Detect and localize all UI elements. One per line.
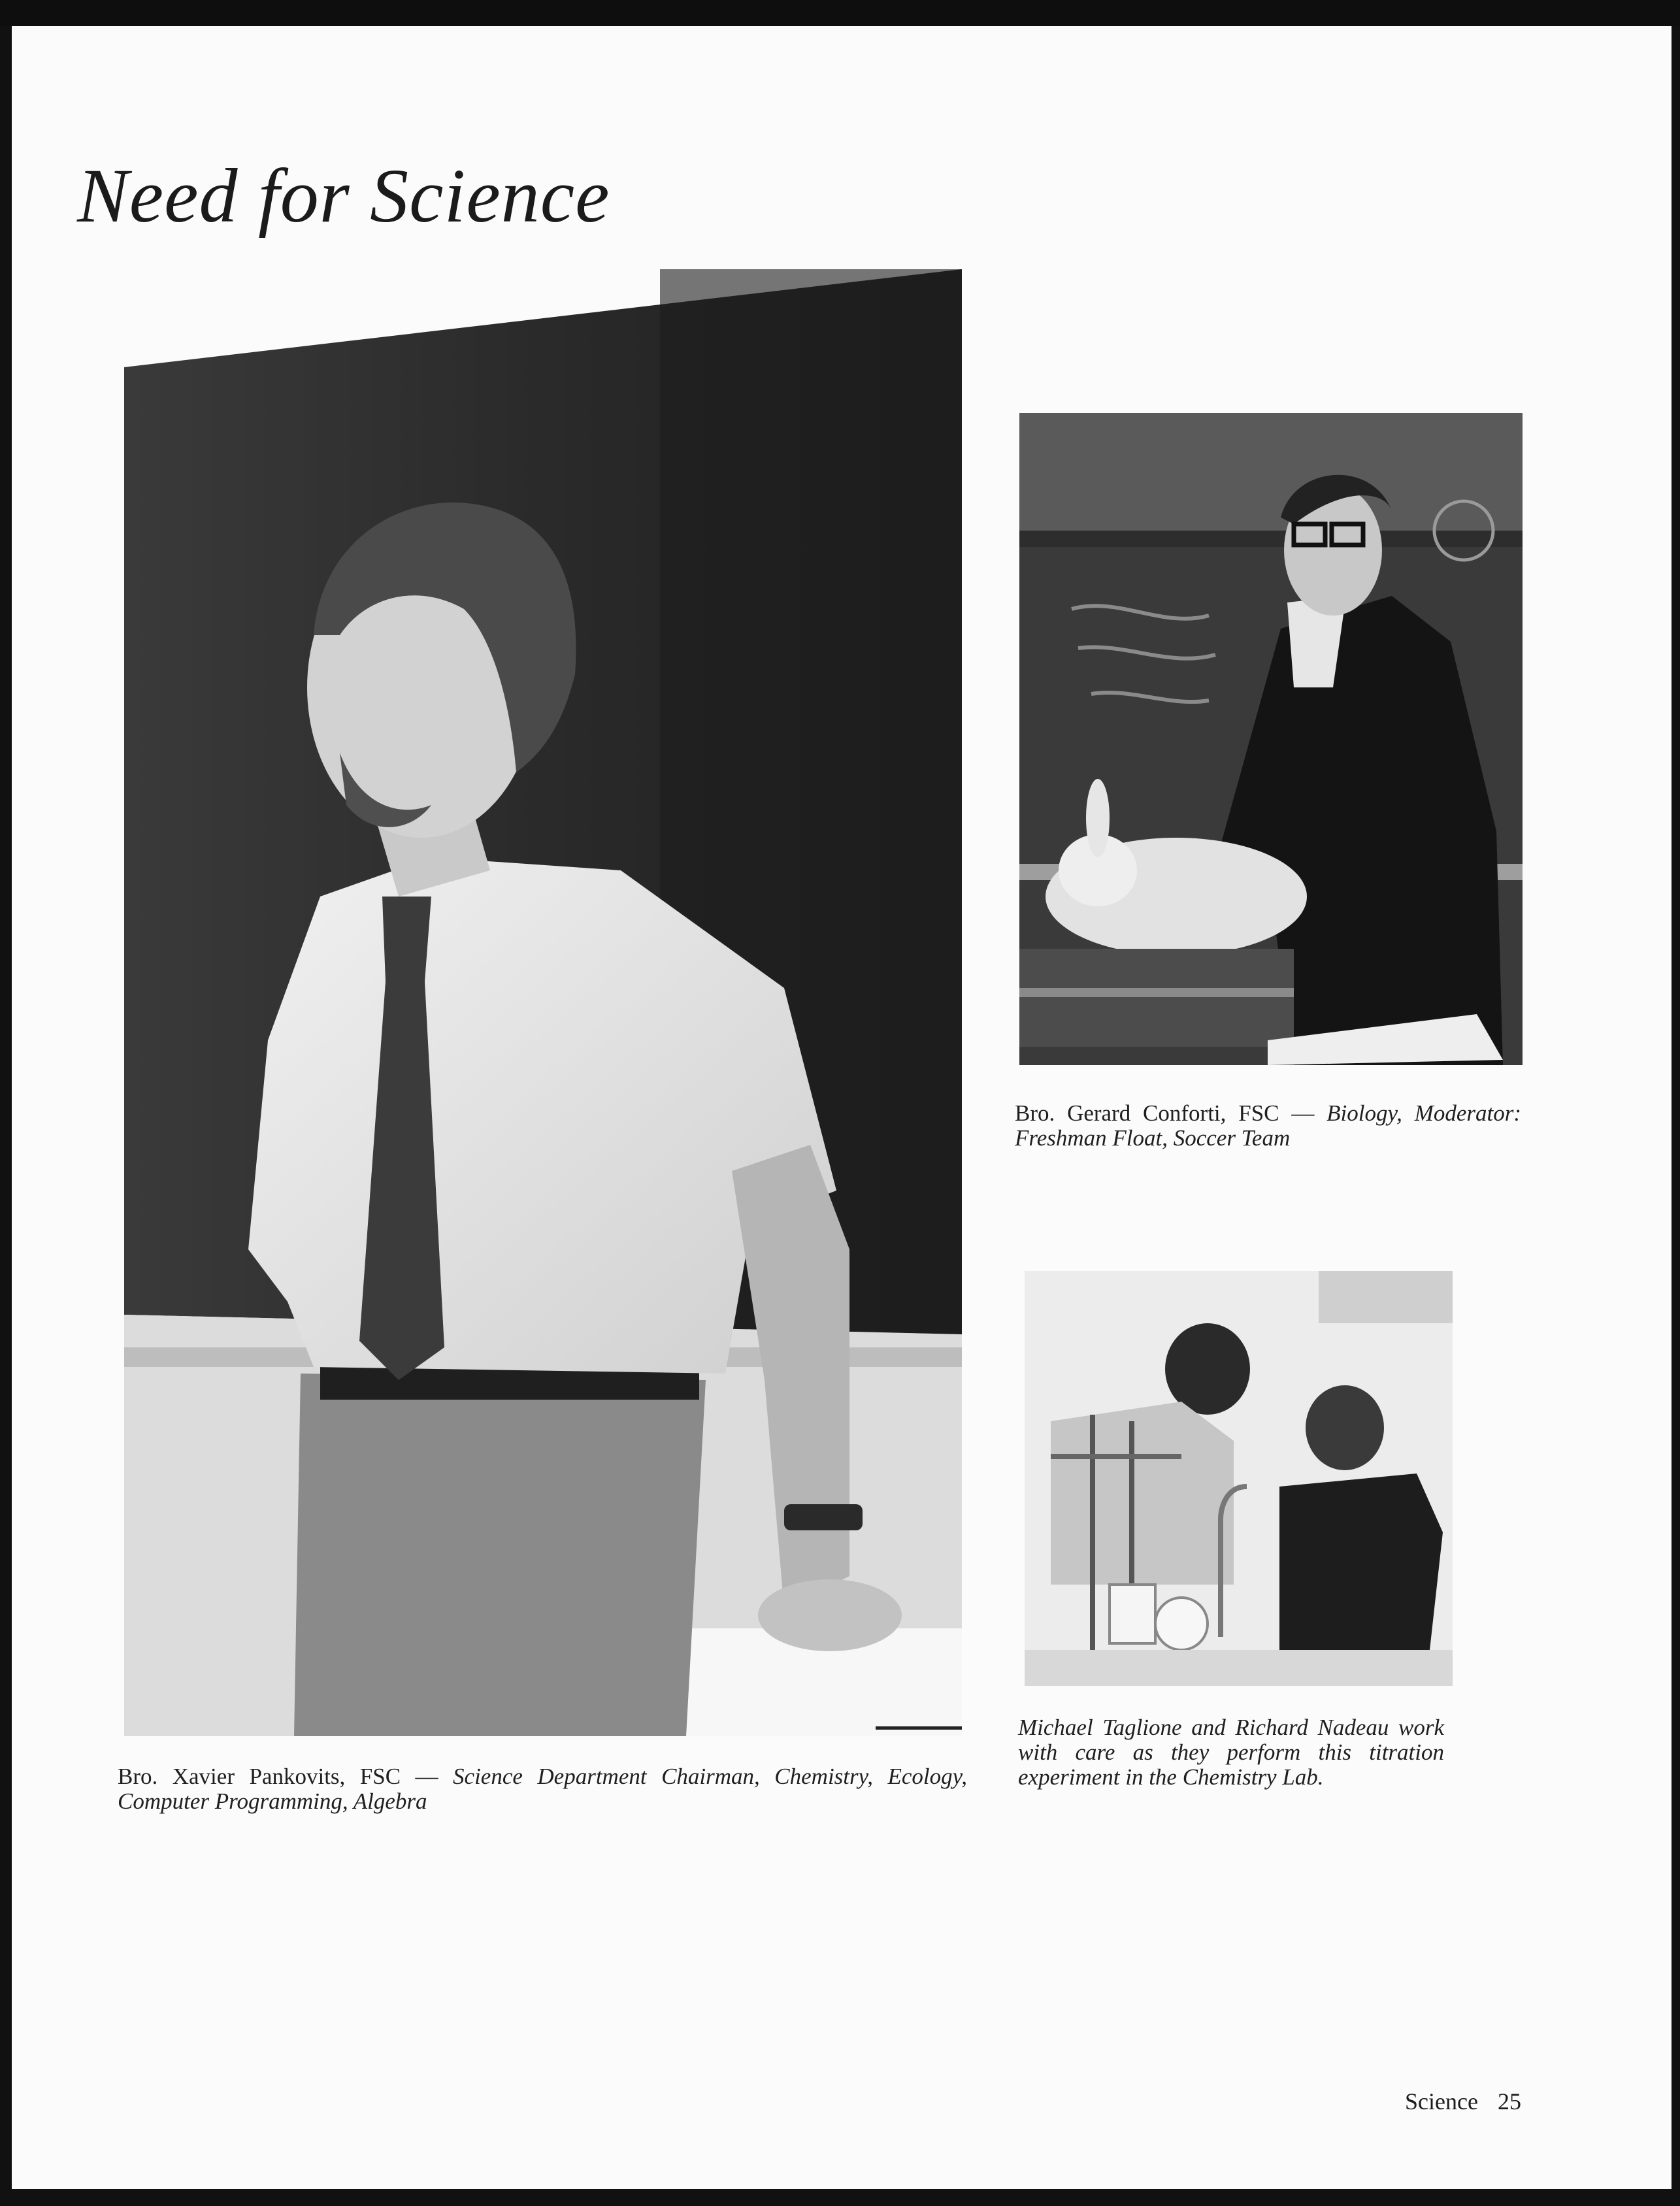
pankovits-name: Bro. Xavier Pankovits, FSC — (118, 1764, 453, 1789)
conforti-roles: Biology, Moderator: Freshman Float, Soccer Team (1015, 1100, 1521, 1151)
page-folio (1405, 2088, 1521, 2115)
conforti-caption (1015, 1101, 1521, 1151)
page-number: 25 (1497, 2088, 1521, 2115)
photo-rule (876, 1726, 962, 1730)
students-chemistry-lab-photo-icon (1025, 1271, 1453, 1686)
lab-caption: Michael Taglione and Richard Nadeau work with care as they perform this titration experiment in the Chemistry Lab. (1018, 1715, 1444, 1790)
conforti-name: Bro. Gerard Conforti, FSC — (1015, 1100, 1327, 1126)
conforti-photo (1019, 413, 1523, 1065)
scan-border (0, 0, 1680, 26)
teacher-at-chalkboard-photo-icon (124, 269, 962, 1736)
pankovits-roles: Science Department Chairman, Chemistry, Ecology, Computer Programming, Algebra (118, 1764, 967, 1814)
teacher-with-rabbit-photo-icon (1019, 413, 1523, 1065)
pankovits-photo (124, 269, 962, 1736)
folio-section: Science (1405, 2088, 1478, 2115)
lab-photo (1025, 1271, 1453, 1686)
pankovits-caption (118, 1764, 967, 1814)
page-title: Need for Science (77, 153, 610, 239)
